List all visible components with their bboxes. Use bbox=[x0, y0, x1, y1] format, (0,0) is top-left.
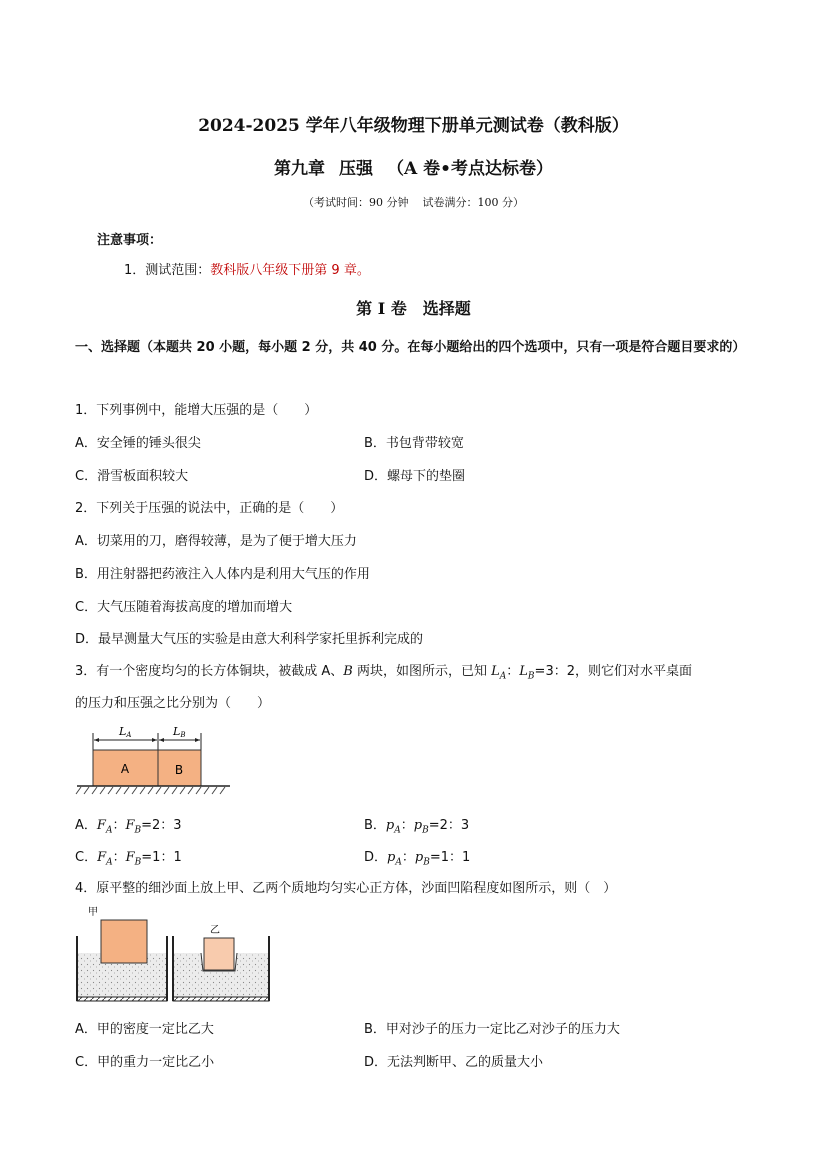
label-yi: 乙 bbox=[210, 925, 220, 936]
label-LA: LA bbox=[119, 725, 132, 739]
q3-option-b[interactable]: B．$p_A$：$p_B=2$：3 bbox=[364, 818, 470, 836]
chapter-heading bbox=[0, 154, 827, 179]
q2-option-b[interactable]: B．用注射器把药液注入人体内是利用大气压的作用 bbox=[75, 567, 370, 582]
cube-jia bbox=[101, 920, 147, 963]
q1-stem: 1．下列事例中，能增大压强的是（ ） bbox=[75, 403, 318, 418]
ground-hatching bbox=[76, 787, 225, 794]
q3-option-c[interactable]: C．$F_A$：$F_B=1$：1 bbox=[75, 850, 182, 868]
label-LB: LB bbox=[173, 725, 186, 739]
block-a-label: A bbox=[120, 762, 130, 776]
q4-figure-sand bbox=[74, 903, 274, 1007]
q1-option-a[interactable]: A．安全锤的锤头很尖 bbox=[75, 436, 201, 451]
full-score: 试卷满分：100 分） bbox=[422, 196, 524, 209]
q4-option-c[interactable]: C．甲的重力一定比乙小 bbox=[75, 1055, 215, 1070]
q3-option-d[interactable]: D．$p_A$：$p_B=1$：1 bbox=[364, 850, 471, 868]
q3-figure-blocks bbox=[75, 720, 235, 800]
exam-time: （考试时间：90 分钟 bbox=[303, 196, 409, 209]
q4-option-a[interactable]: A．甲的密度一定比乙大 bbox=[75, 1022, 214, 1037]
label-jia: 甲 bbox=[88, 907, 98, 918]
cube-yi bbox=[204, 938, 234, 970]
volume-tag: （A 卷•考点达标卷） bbox=[387, 159, 553, 179]
q2-option-c[interactable]: C．大气压随着海拔高度的增加而增大 bbox=[75, 600, 293, 615]
notice-heading: 注意事项： bbox=[97, 233, 163, 248]
section-title: 第 I 卷 选择题 bbox=[356, 299, 471, 318]
block-b-label: B bbox=[174, 763, 184, 777]
section-instructions: 一、选择题（本题共 20 小题，每小题 2 分，共 40 分。在每小题给出的四个选项中，只有一项是符合题目要求的） bbox=[75, 340, 746, 355]
scope-value: 教科版八年级下册第 9 章。 bbox=[210, 263, 370, 278]
scope-label: 1．测试范围： bbox=[124, 263, 211, 278]
q4-option-b[interactable]: B．甲对沙子的压力一定比乙对沙子的压力大 bbox=[364, 1022, 620, 1037]
q2-stem: 2．下列关于压强的说法中，正确的是（ ） bbox=[75, 501, 344, 516]
exam-info bbox=[0, 194, 827, 210]
q1-option-d[interactable]: D．螺母下的垫圈 bbox=[364, 469, 466, 484]
q3-stem-line1: 3．有一个密度均匀的长方体铜块，被截成 A、B 两块，如图所示，已知 $L_A$：$L_B=3$：2，则它们对水平桌面 bbox=[75, 664, 692, 682]
q3-option-a[interactable]: A．$F_A$：$F_B=2$：3 bbox=[75, 818, 182, 836]
exam-title: 2024-2025 学年八年级物理下册单元测试卷（教科版） bbox=[198, 116, 629, 136]
chapter-topic: 压强 bbox=[339, 159, 373, 179]
q1-option-c[interactable]: C．滑雪板面积较大 bbox=[75, 469, 189, 484]
q4-stem: 4．原平整的细沙面上放上甲、乙两个质地均匀实心正方体，沙面凹陷程度如图所示，则（ ） bbox=[75, 881, 617, 896]
q2-option-a[interactable]: A．切菜用的刀，磨得较薄，是为了便于增大压力 bbox=[75, 534, 357, 549]
q4-option-d[interactable]: D．无法判断甲、乙的质量大小 bbox=[364, 1055, 544, 1070]
q3-stem-line2: 的压力和压强之比分别为（ ） bbox=[75, 696, 271, 711]
chapter-number: 第九章 bbox=[274, 159, 325, 179]
q2-option-d[interactable]: D．最早测量大气压的实验是由意大利科学家托里拆利完成的 bbox=[75, 632, 424, 647]
q1-option-b[interactable]: B．书包背带较宽 bbox=[364, 436, 464, 451]
notice-item bbox=[124, 259, 370, 278]
